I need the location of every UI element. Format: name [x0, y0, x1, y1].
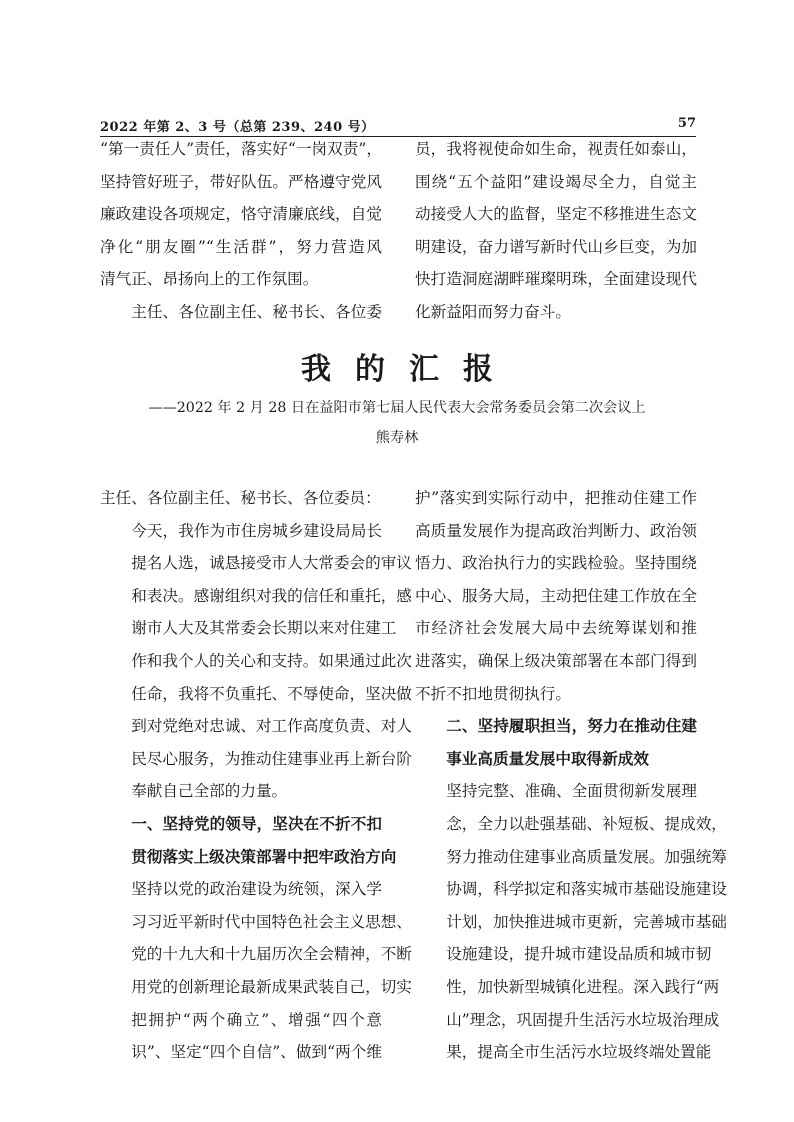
- paragraph: [415, 775, 727, 1068]
- text-line: 主任、各位副主任、秘书长、各位委: [131, 302, 382, 321]
- text-line: 中心、服务大局，主动把住建工作放在全: [415, 586, 697, 605]
- text-line: 贯彻落实上级决策部署中把牢政治方向: [131, 847, 397, 866]
- text-line: 果，提高全市生活污水垃圾终端处置能: [446, 1043, 712, 1062]
- text-line: 习习近平新时代中国特色社会主义思想、: [131, 912, 412, 931]
- text-line: 高质量发展作为提高政治判断力、政治领: [415, 521, 697, 540]
- text-line: 动接受人大的监督，坚定不移推进生态文: [415, 205, 697, 224]
- text-line: 主任、各位副主任、秘书长、各位委员：: [100, 489, 381, 507]
- text-line: 到对党绝对忠诚、对工作高度负责、对人: [131, 717, 412, 736]
- prev-article-right-column: [415, 133, 697, 329]
- text-line: 识”、坚定“四个自信”、做到“两个维: [131, 1043, 382, 1062]
- text-line: 坚持完整、准确、全面贯彻新发展理: [446, 782, 697, 801]
- text-line: 不折不扣地贯彻执行。: [415, 684, 571, 703]
- text-line: 事业高质量发展中取得新成效: [446, 749, 649, 768]
- text-line: 清气正、昂扬向上的工作氛围。: [100, 270, 319, 289]
- text-line: 市经济社会发展大局中去统筹谋划和推: [415, 619, 697, 638]
- text-line: 悟力、政治执行力的实践检验。坚持围绕: [415, 554, 697, 573]
- article-subtitle: ——2022 年 2 月 28 日在益阳市第七届人民代表大会常务委员会第二次会议上: [148, 400, 646, 416]
- paragraph: [100, 873, 412, 1069]
- text-line: 计划，加快推进城市更新，完善城市基础: [446, 912, 727, 931]
- text-line: 奉献自己全部的力量。: [131, 782, 288, 801]
- paragraph: [415, 482, 697, 710]
- text-line: 性，加快新型城镇化进程。深入践行“两: [446, 977, 720, 996]
- text-line: 员，我将视使命如生命，视责任如泰山，: [415, 140, 697, 158]
- text-line: 快打造洞庭湖畔璀璨明珠，全面建设现代: [415, 270, 697, 289]
- text-line: 坚持以党的政治建设为统领，深入学: [131, 880, 382, 899]
- text-line: 协调，科学拟定和落实城市基础设施建设: [446, 880, 727, 899]
- text-line: 围绕“五个益阳”建设竭尽全力，自觉主: [415, 172, 697, 191]
- text-line: 提名人选，诚恳接受市人大常委会的审议: [131, 554, 412, 573]
- text-line: 廉政建设各项规定，恪守清廉底线，自觉: [100, 205, 382, 224]
- section-heading: [100, 808, 397, 873]
- text-line: 今天，我作为市住房城乡建设局局长: [131, 521, 382, 540]
- text-line: 努力推动住建事业高质量发展。加强统筹: [446, 847, 727, 866]
- text-line: 民尽心服务，为推动住建事业再上新台阶: [131, 749, 412, 768]
- text-line: 设施建设，提升城市建设品质和城市韧: [446, 945, 712, 964]
- article-author: 熊寿林: [375, 430, 419, 446]
- section-heading: [415, 710, 697, 775]
- paragraph: [415, 133, 697, 329]
- text-line: 明建设，奋力谱写新时代山乡巨变，为加: [415, 237, 697, 256]
- text-line: 任命，我将不负重托、不辱使命，坚决做: [131, 684, 412, 703]
- issue-label: 2022 年第 2、3 号（总第 239、240 号）: [100, 120, 375, 135]
- text-line: 把拥护“两个确立”、增强“四个意: [131, 1010, 382, 1029]
- text-line: 谢市人大及其常委会长期以来对住建工: [131, 619, 397, 638]
- text-line: 念，全力以赴强基础、补短板、提成效，: [446, 814, 727, 833]
- text-line: 一、坚持党的领导，坚决在不折不扣: [131, 814, 382, 833]
- text-line: 坚持管好班子，带好队伍。严格遵守党风: [100, 172, 382, 191]
- text-line: 山”理念，巩固提升生活污水垃圾治理成: [446, 1010, 720, 1029]
- paragraph: [100, 296, 382, 329]
- paragraph: [100, 133, 382, 296]
- text-line: 护”落实到实际行动中，把推动住建工作: [415, 489, 697, 507]
- article-right-column: [415, 482, 727, 1069]
- text-line: “第一责任人”责任，落实好“一岗双责”，: [100, 140, 382, 158]
- article-title: 我的汇报: [301, 352, 517, 387]
- text-line: 作和我个人的关心和支持。如果通过此次: [131, 651, 412, 670]
- article-left-column: [100, 482, 412, 1069]
- text-line: 净化“朋友圈”“生活群”，努力营造风: [100, 237, 382, 256]
- text-line: 二、坚持履职担当，努力在推动住建: [446, 717, 697, 736]
- text-line: 化新益阳而努力奋斗。: [415, 302, 571, 321]
- salutation: [100, 482, 382, 515]
- prev-article-left-column: [100, 133, 382, 329]
- page-number: 57: [677, 116, 696, 131]
- text-line: 用党的创新理论最新成果武装自己，切实: [131, 977, 412, 996]
- text-line: 和表决。感谢组织对我的信任和重托，感: [131, 586, 412, 605]
- text-line: 进落实，确保上级决策部署在本部门得到: [415, 651, 697, 670]
- text-line: 党的十九大和十九届历次全会精神，不断: [131, 945, 412, 964]
- paragraph: [100, 515, 412, 808]
